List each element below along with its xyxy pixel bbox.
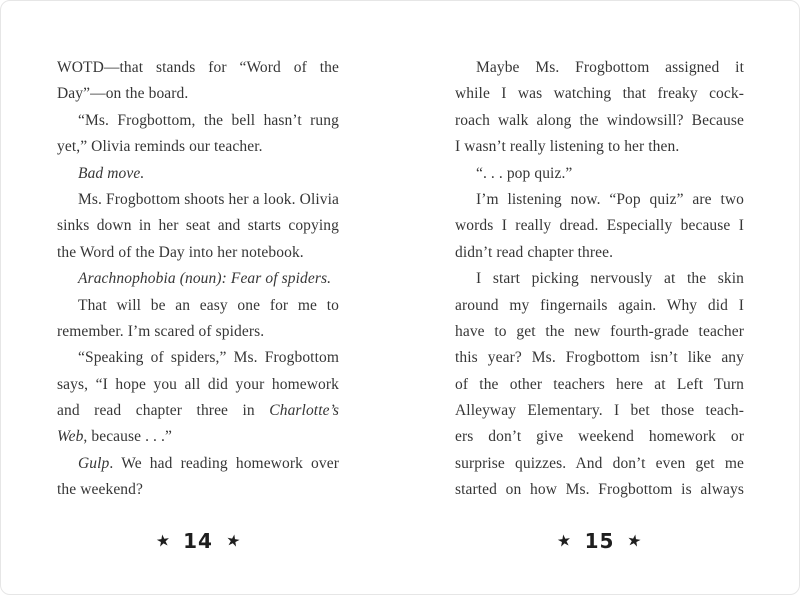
text-line [455, 240, 744, 266]
text-line [455, 108, 744, 134]
text-line [57, 266, 339, 292]
text-segment: “Speaking of spiders,” Ms. Frogbottom [78, 349, 339, 367]
text-segment: roach walk along the windowsill? Because [455, 111, 744, 129]
text-segment: this year? Ms. Frogbottom isn’t like any [455, 349, 744, 367]
text-line [57, 108, 339, 134]
text-line [57, 319, 339, 345]
text-line [455, 55, 744, 81]
text-segment-italic: Gulp [78, 454, 110, 472]
text-line [455, 319, 744, 345]
text-line [455, 424, 744, 450]
text-line [455, 293, 744, 319]
text-segment-italic: Bad move. [78, 164, 145, 182]
text-segment: I’m listening now. “Pop quiz” are two [476, 190, 744, 208]
text-line [455, 134, 744, 160]
text-line [57, 187, 339, 213]
text-segment: surprise quizzes. And don’t even get me [455, 454, 744, 472]
text-line [455, 345, 744, 371]
text-segment: I wasn’t really listening to her then. [455, 138, 680, 156]
text-line [57, 477, 339, 503]
text-segment: , because . . .” [83, 428, 172, 446]
text-line [57, 451, 339, 477]
text-segment: yet,” Olivia reminds our teacher. [57, 138, 263, 156]
text-line [455, 477, 744, 503]
text-line [455, 398, 744, 424]
text-line [455, 451, 744, 477]
text-segment-italic: Charlotte’s [269, 402, 339, 420]
star-icon: ★ [555, 530, 573, 551]
text-line [57, 213, 339, 239]
text-segment: started on how Ms. Frogbottom is always [455, 481, 744, 499]
text-segment: have to get the new fourth-grade teacher [455, 322, 744, 340]
page-number: 14 [183, 529, 213, 553]
text-segment: . We had reading homework over [109, 454, 339, 472]
text-segment-italic: Web [57, 428, 84, 446]
text-segment: around my fingernails again. Why did I [455, 296, 744, 314]
text-segment: “. . . pop quiz.” [476, 164, 573, 182]
text-line [57, 134, 339, 160]
text-line [455, 213, 744, 239]
page-footer-left [57, 527, 339, 555]
text-segment: WOTD—that stands for “Word of the [57, 59, 339, 76]
text-line [455, 266, 744, 292]
text-segment: the Word of the Day into her notebook. [57, 243, 304, 261]
text-segment: of the other teachers here at Left Turn [455, 375, 744, 393]
text-segment: sinks down in her seat and starts copying [57, 217, 339, 235]
text-segment: didn’t read chapter three. [455, 243, 614, 261]
page-number: 15 [584, 529, 615, 553]
text-segment: That will be an easy one for me to [78, 296, 339, 314]
text-line [455, 187, 744, 213]
text-line [57, 55, 339, 81]
text-segment: remember. I’m scared of spiders. [57, 322, 265, 340]
text-segment: Day”—on the board. [57, 85, 189, 103]
text-line [57, 161, 339, 187]
star-icon: ★ [224, 529, 242, 552]
star-icon: ★ [154, 530, 172, 551]
text-line [57, 424, 339, 450]
text-segment: and read chapter three in [57, 402, 270, 420]
page-left-text [57, 55, 339, 504]
text-line [57, 81, 339, 107]
text-line [455, 81, 744, 107]
text-segment: while I was watching that freaky cock- [455, 85, 744, 103]
text-line [455, 372, 744, 398]
page-right-text [455, 55, 744, 504]
text-segment: ers don’t give weekend homework or [455, 428, 744, 446]
text-segment-italic: Arachnophobia (noun): Fear of spiders. [78, 270, 332, 288]
text-line [57, 372, 339, 398]
text-segment: “Ms. Frogbottom, the bell hasn’t rung [78, 111, 339, 129]
text-segment: Ms. Frogbottom shoots her a look. Olivia [78, 190, 339, 208]
text-line [57, 293, 339, 319]
text-line [455, 161, 744, 187]
text-line [57, 345, 339, 371]
text-segment: I start picking nervously at the skin [476, 270, 744, 288]
text-segment: the weekend? [57, 481, 143, 499]
text-line [57, 240, 339, 266]
text-line [57, 398, 339, 424]
text-segment: Alleyway Elementary. I bet those teach- [455, 402, 744, 420]
star-icon: ★ [625, 529, 644, 552]
page-footer-right [455, 527, 744, 555]
text-segment: says, “I hope you all did your homework [57, 375, 339, 393]
text-segment: words I really dread. Especially because I [455, 217, 744, 235]
text-segment: Maybe Ms. Frogbottom assigned it [476, 59, 744, 76]
